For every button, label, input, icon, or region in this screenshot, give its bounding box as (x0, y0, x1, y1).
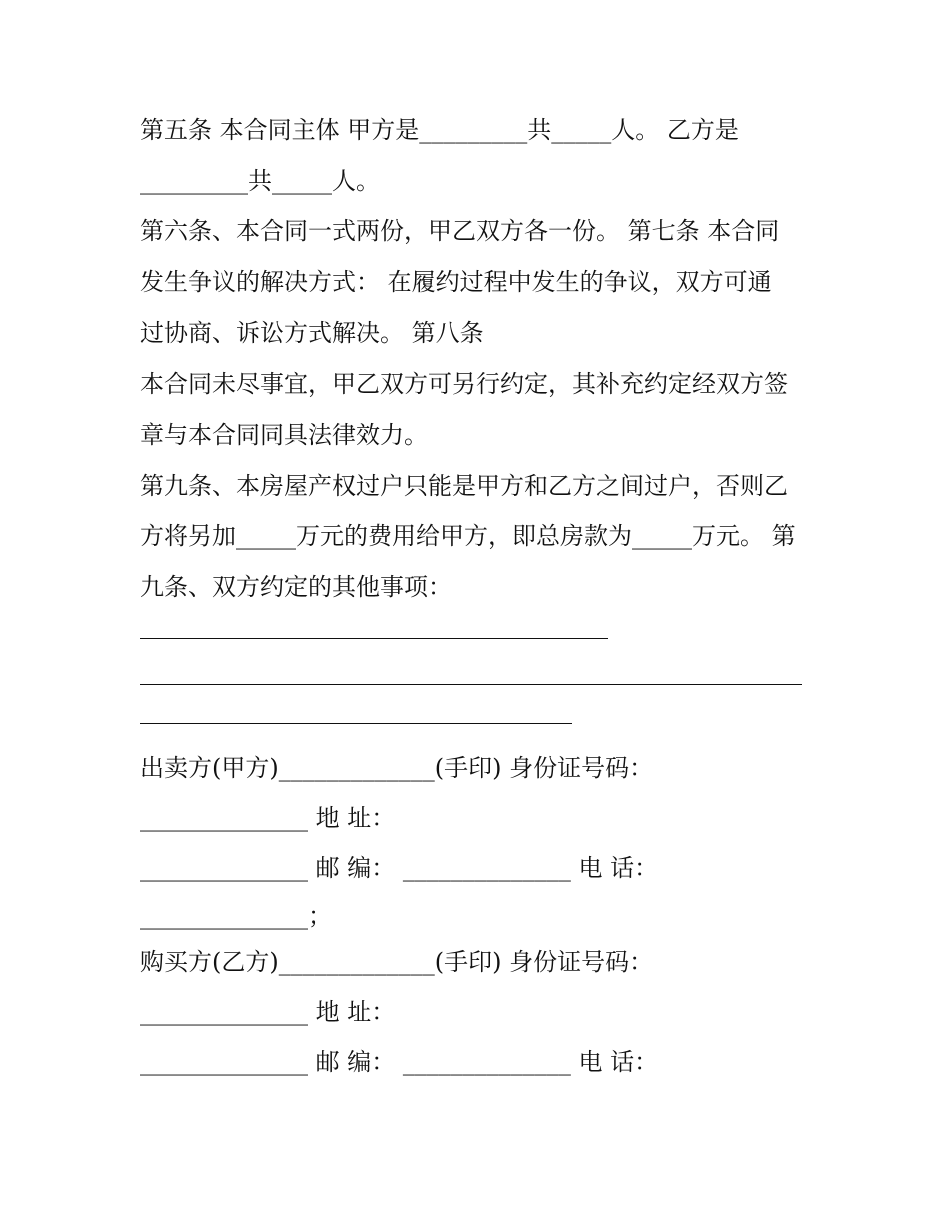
seller-address-line: ______________ 地 址： (140, 804, 396, 832)
clause-9b-line-1: 九条、双方约定的其他事项： (140, 573, 452, 601)
seller-line-1: 出卖方(甲方)_____________(手印) 身份证号码： (140, 754, 654, 782)
buyer-line-1: 购买方(乙方)_____________(手印) 身份证号码： (140, 948, 654, 976)
clause-9-line-1: 第九条、本房屋产权过户只能是甲方和乙方之间过户，否则乙 (140, 472, 788, 500)
clause-9-line-2: 方将另加_____万元的费用给甲方，即总房款为_____万元。 第 (140, 522, 796, 550)
clause-5-line-2: _________共_____人。 (140, 167, 380, 195)
buyer-address-line: ______________ 地 址： (140, 998, 396, 1026)
clause-8-line-1: 本合同未尽事宜，甲乙双方可另行约定，其补充约定经双方签 (140, 370, 788, 398)
clause-7-line-2: 发生争议的解决方式： 在履约过程中发生的争议，双方可通 (140, 268, 772, 296)
clause-6-7-line-1: 第六条、本合同一式两份，甲乙双方各一份。 第七条 本合同 (140, 217, 780, 245)
blank-line-1 (140, 638, 608, 639)
blank-line-3 (140, 723, 572, 724)
buyer-postcode-phone-line: ______________ 邮 编： ______________ 电 话： (140, 1048, 659, 1076)
seller-postcode-phone-line: ______________ 邮 编： ______________ 电 话： (140, 854, 659, 882)
seller-phone-blank-line: ______________； (140, 902, 332, 930)
clause-7-8-line-3: 过协商、诉讼方式解决。 第八条 (140, 319, 484, 347)
blank-line-2 (140, 684, 802, 685)
clause-5-line-1: 第五条 本合同主体 甲方是_________共_____人。 乙方是 (140, 116, 739, 144)
clause-8-line-2: 章与本合同同具法律效力。 (140, 421, 428, 449)
